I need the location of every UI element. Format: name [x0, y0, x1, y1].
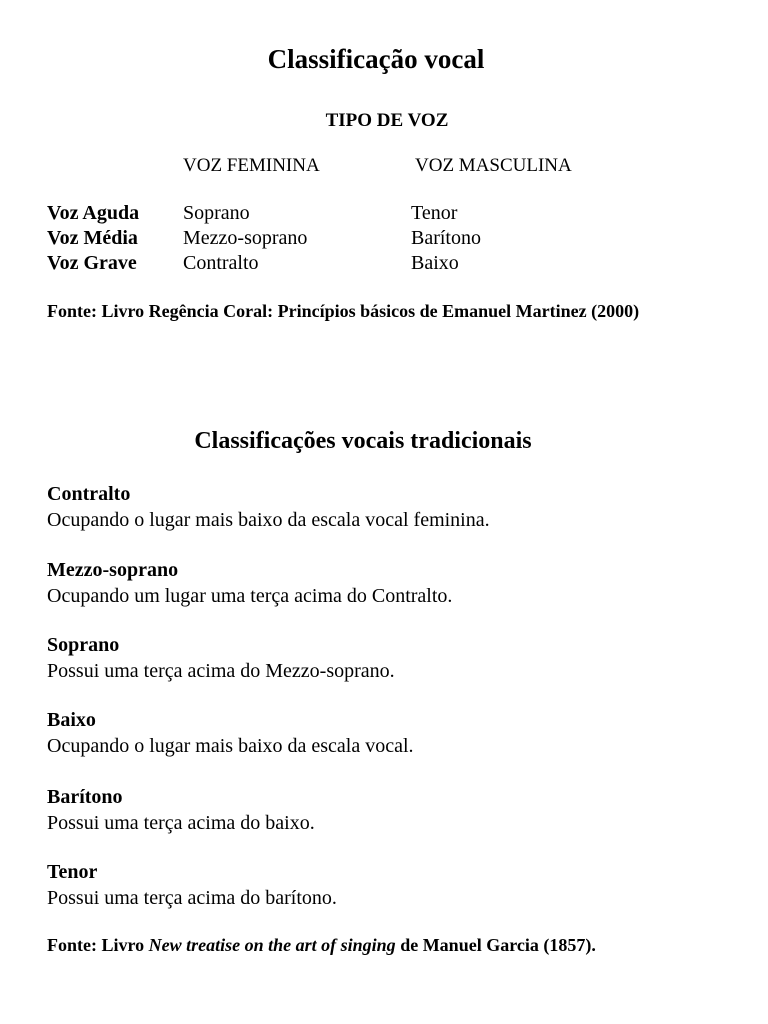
entry-desc-baritono: Possui uma terça acima do baixo.: [47, 812, 315, 834]
row-label-grave: Voz Grave: [47, 252, 137, 274]
row-label-media: Voz Média: [47, 227, 138, 249]
table-caption: TIPO DE VOZ: [325, 110, 449, 131]
entry-title-mezzo-soprano: Mezzo-soprano: [47, 559, 179, 581]
cell-grave-feminina: Contralto: [183, 252, 259, 274]
entry-title-baritono: Barítono: [47, 786, 123, 808]
entry-desc-tenor: Possui uma terça acima do barítono.: [47, 887, 337, 909]
entry-desc-baixo: Ocupando o lugar mais baixo da escala vocal.: [47, 735, 414, 757]
source-note-2-suffix: de Manuel Garcia (1857).: [395, 935, 596, 955]
entry-desc-mezzo-soprano: Ocupando um lugar uma terça acima do Contralto.: [47, 585, 453, 607]
source-note-2-book-title: New treatise on the art of singing: [148, 935, 396, 955]
entry-desc-soprano: Possui uma terça acima do Mezzo-soprano.: [47, 660, 395, 682]
page-title: Classificação vocal: [267, 44, 485, 74]
entry-title-contralto: Contralto: [47, 483, 131, 505]
row-label-aguda: Voz Aguda: [47, 202, 140, 224]
column-header-masculina: VOZ MASCULINA: [415, 155, 572, 176]
source-note-2-prefix: Fonte: Livro: [47, 935, 149, 955]
entry-title-tenor: Tenor: [47, 861, 98, 883]
column-header-feminina: VOZ FEMININA: [183, 155, 320, 176]
cell-grave-masculina: Baixo: [411, 252, 459, 274]
source-note-2: [47, 933, 596, 958]
entry-title-baixo: Baixo: [47, 709, 96, 731]
source-note-1: Fonte: Livro Regência Coral: Princípios básicos de Emanuel Martinez (2000): [47, 301, 640, 321]
cell-media-feminina: Mezzo-soprano: [183, 227, 308, 249]
cell-aguda-feminina: Soprano: [183, 202, 250, 224]
entry-desc-contralto: Ocupando o lugar mais baixo da escala vocal feminina.: [47, 509, 490, 531]
section-title: Classificações vocais tradicionais: [194, 428, 532, 454]
entry-title-soprano: Soprano: [47, 634, 120, 656]
cell-media-masculina: Barítono: [411, 227, 481, 249]
cell-aguda-masculina: Tenor: [411, 202, 458, 224]
